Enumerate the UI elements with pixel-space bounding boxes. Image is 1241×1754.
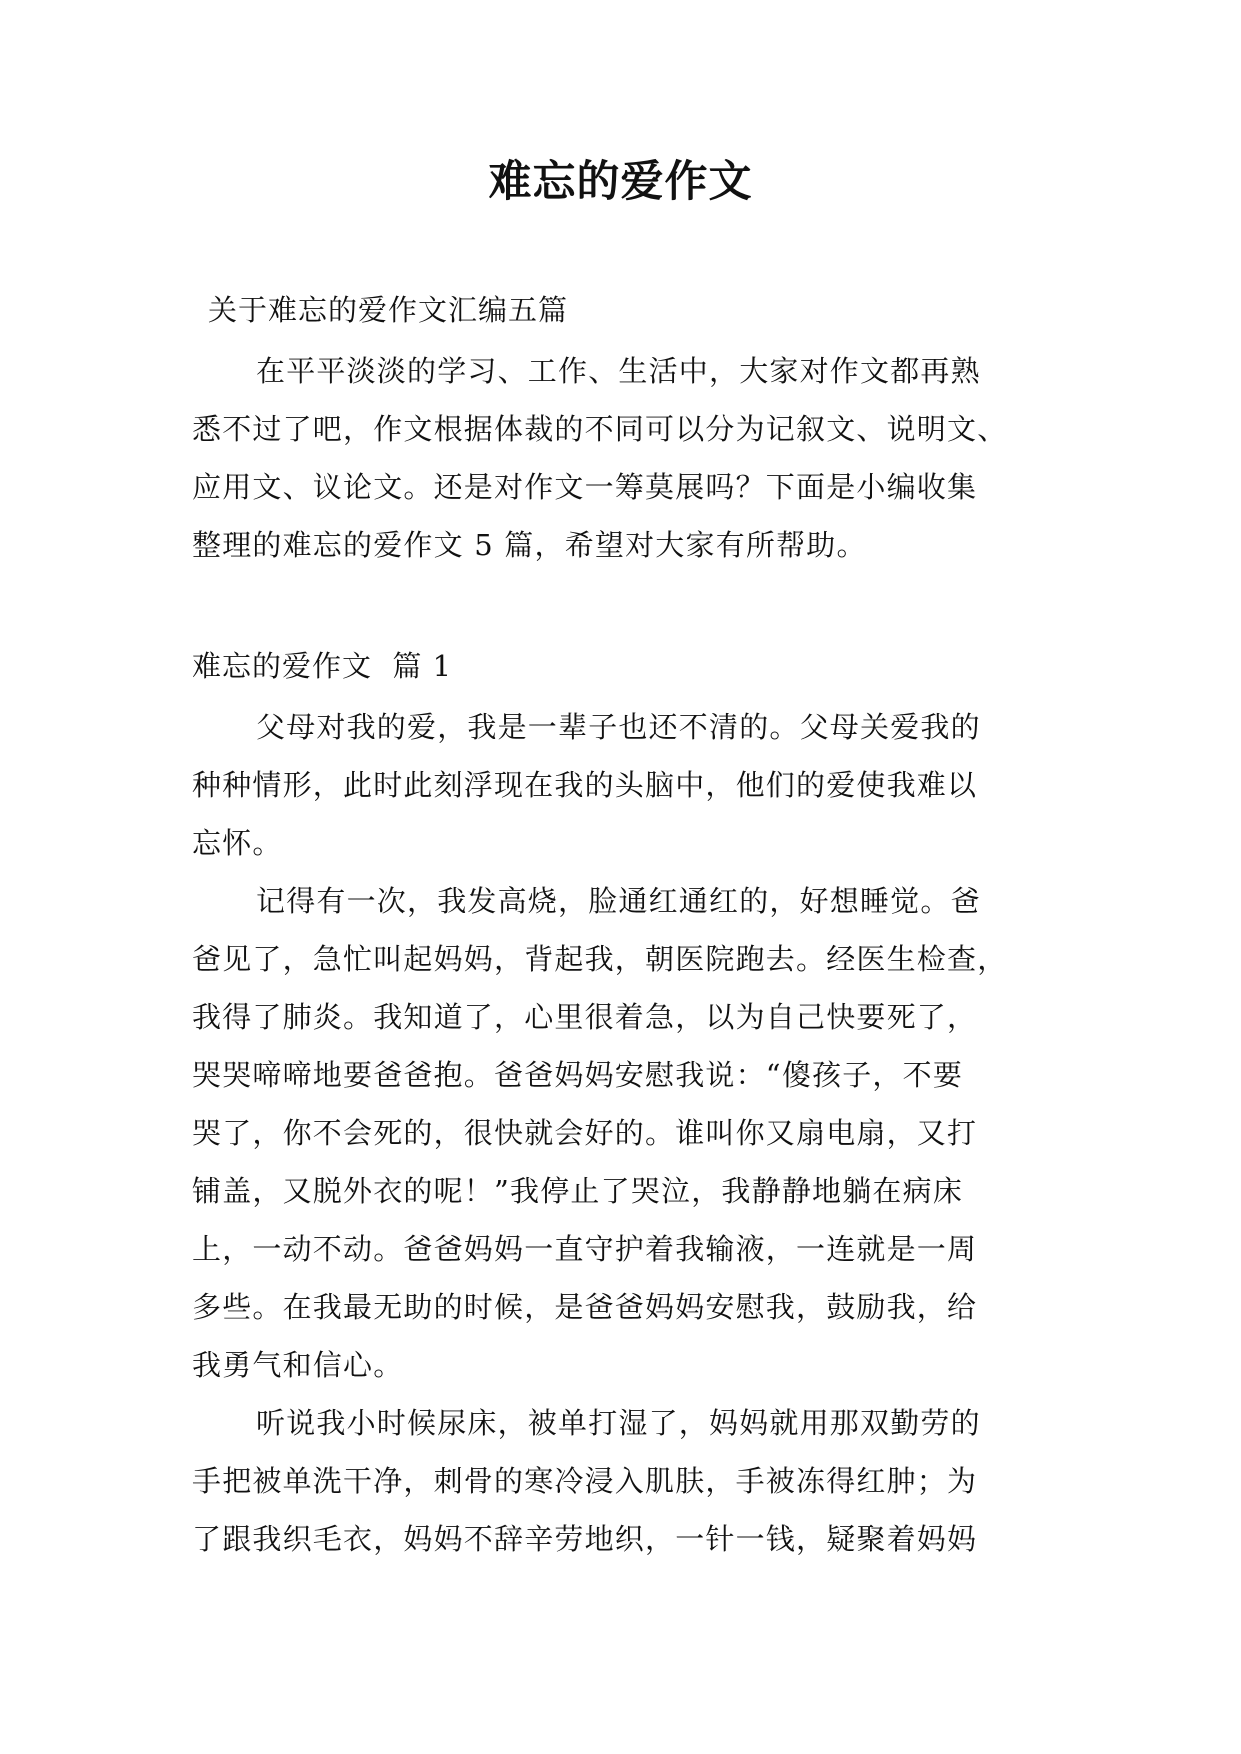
section1-paragraph3 xyxy=(192,1394,1052,1568)
paragraph-line: 忘怀。 xyxy=(192,826,283,860)
intro-paragraph xyxy=(192,342,1052,574)
section1-paragraph2 xyxy=(192,872,1052,1394)
intro-line: 整理的难忘的爱作文 5 篇，希望对大家有所帮助。 xyxy=(192,528,867,562)
paragraph-line: 听说我小时候尿床，被单打湿了，妈妈就用那双勤劳的 xyxy=(256,1406,981,1440)
section-heading: 难忘的爱作文 篇 1 xyxy=(192,649,453,683)
paragraph-line: 我勇气和信心。 xyxy=(192,1348,404,1382)
paragraph-line: 哭了，你不会死的，很快就会好的。谁叫你又扇电扇，又打 xyxy=(192,1116,978,1150)
paragraph-line: 上，一动不动。爸爸妈妈一直守护着我输液，一连就是一周 xyxy=(192,1232,978,1266)
paragraph-line: 种种情形，此时此刻浮现在我的头脑中，他们的爱使我难以 xyxy=(192,768,978,802)
document-title: 难忘的爱作文 xyxy=(488,157,753,207)
section1-paragraph1 xyxy=(192,698,1052,872)
paragraph-line: 父母对我的爱，我是一辈子也还不清的。父母关爱我的 xyxy=(256,710,981,744)
intro-line: 在平平淡淡的学习、工作、生活中，大家对作文都再熟 xyxy=(256,354,981,388)
paragraph-line: 手把被单洗干净，刺骨的寒冷浸入肌肤，手被冻得红肿；为 xyxy=(192,1464,978,1498)
document-subtitle: 关于难忘的爱作文汇编五篇 xyxy=(208,293,569,327)
paragraph-line: 多些。在我最无助的时候，是爸爸妈妈安慰我，鼓励我，给 xyxy=(192,1290,978,1324)
paragraph-line: 铺盖，又脱外衣的呢！”我停止了哭泣，我静静地躺在病床 xyxy=(192,1174,964,1208)
paragraph-line: 哭哭啼啼地要爸爸抱。爸爸妈妈安慰我说：“傻孩子，不要 xyxy=(192,1058,964,1092)
paragraph-line: 记得有一次，我发高烧，脸通红通红的，好想睡觉。爸 xyxy=(256,884,981,918)
intro-line: 悉不过了吧，作文根据体裁的不同可以分为记叙文、说明文、 xyxy=(192,412,1008,446)
paragraph-line: 了跟我织毛衣，妈妈不辞辛劳地织，一针一钱，疑聚着妈妈 xyxy=(192,1522,978,1556)
intro-line: 应用文、议论文。还是对作文一筹莫展吗？下面是小编收集 xyxy=(192,470,978,504)
paragraph-line: 爸见了，急忙叫起妈妈，背起我，朝医院跑去。经医生检查， xyxy=(192,942,1008,976)
paragraph-line: 我得了肺炎。我知道了，心里很着急，以为自己快要死了， xyxy=(192,1000,978,1034)
